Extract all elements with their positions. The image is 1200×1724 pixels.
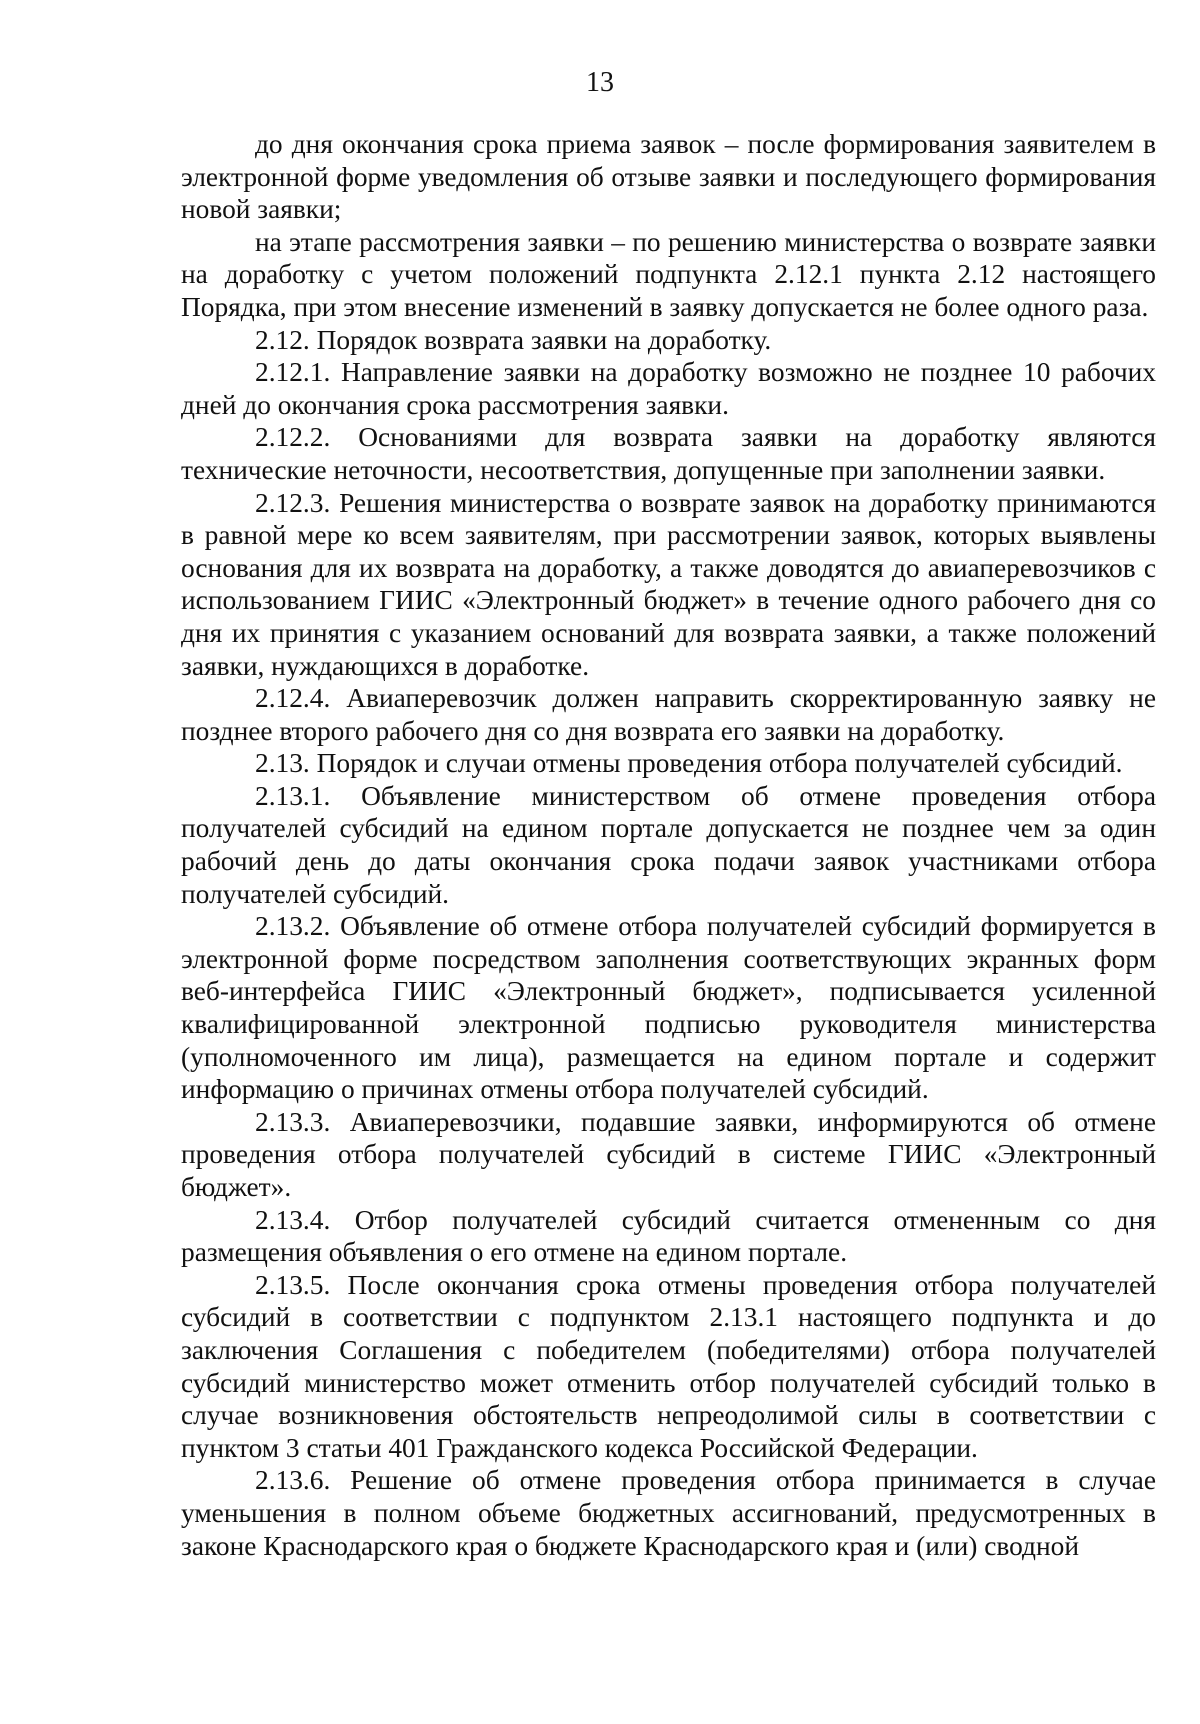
paragraph-2-13-5: 2.13.5. После окончания срока отмены проведения отбора получателей субсидий в соответствии с подпунктом 2.13.1 настоящего подпункта и до заключения Соглашения с победителем (победителями) отбора получателей субсидий министерство может отменить отбор получателей субсидий только в случае возникновения обстоятельств непреодолимой силы в соответствии с пунктом 3 статьи 401 Гражданского кодекса Российской Федерации. xyxy=(181,1269,1156,1463)
paragraph-review-stage-return: на этапе рассмотрения заявки – по решению министерства о возврате заявки на доработку с учетом положений подпункта 2.12.1 пункта 2.12 настоящего Порядка, при этом внесение изменений в заявку допускается не более одного раза. xyxy=(181,226,1156,322)
section-2-13-heading: 2.13. Порядок и случаи отмены проведения отбора получателей субсидий. xyxy=(255,748,1123,779)
section-2-12-heading: 2.12. Порядок возврата заявки на доработку. xyxy=(255,324,772,355)
paragraph-2-12-4: 2.12.4. Авиаперевозчик должен направить скорректированную заявку не позднее второго рабочего дня со дня возврата его заявки на доработку. xyxy=(181,683,1156,746)
page-number: 13 xyxy=(586,67,614,98)
paragraph-2-13-4: 2.13.4. Отбор получателей субсидий считается отмененным со дня размещения объявления о его отмене на едином портале. xyxy=(181,1204,1156,1268)
paragraph-2-13-3: 2.13.3. Авиаперевозчики, подавшие заявки, информируются об отмене проведения отбора получателей субсидий в системе ГИИС «Электронный бюджет». xyxy=(181,1106,1156,1202)
paragraph-2-12-1: 2.12.1. Направление заявки на доработку возможно не позднее 10 рабочих дней до окончания срока рассмотрения заявки. xyxy=(181,357,1156,420)
paragraph-2-13-2: 2.13.2. Объявление об отмене отбора получателей субсидий формируется в электронной форме посредством заполнения соответствующих экранных форм веб-интерфейса ГИИС «Электронный бюджет», подписывается усиленной квалифицированной электронной подписью руководителя министерства (уполномоченного им лица), размещается на едином портале и содержит информацию о причинах отмены отбора получателей субсидий. xyxy=(181,911,1156,1105)
paragraph-2-13-1: 2.13.1. Объявление министерством об отмене проведения отбора получателей субсидий на едином портале допускается не позднее чем за один рабочий день до даты окончания срока подачи заявок участниками отбора получателей субсидий. xyxy=(181,780,1156,909)
document-body xyxy=(181,128,1156,1562)
paragraph-2-12-3: 2.12.3. Решения министерства о возврате заявок на доработку принимаются в равной мере ко всем заявителям, при рассмотрении заявок, которых выявлены основания для их возврата на доработку, а также доводятся до авиаперевозчиков с использованием ГИИС «Электронный бюджет» в течение одного рабочего дня со дня их принятия с указанием оснований для возврата заявки, а также положений заявки, нуждающихся в доработке. xyxy=(181,487,1156,681)
paragraph-2-13-6: 2.13.6. Решение об отмене проведения отбора принимается в случае уменьшения в полном объеме бюджетных ассигнований, предусмотренных в законе Краснодарского края о бюджете Краснодарского края и (или) сводной xyxy=(181,1465,1156,1561)
paragraph-withdrawal-before-deadline: до дня окончания срока приема заявок – после формирования заявителем в электронной форме уведомления об отзыве заявки и последующего формирования новой заявки; xyxy=(181,129,1156,225)
paragraph-2-12-2: 2.12.2. Основаниями для возврата заявки на доработку являются технические неточности, несоответствия, допущенные при заполнении заявки. xyxy=(181,422,1156,485)
